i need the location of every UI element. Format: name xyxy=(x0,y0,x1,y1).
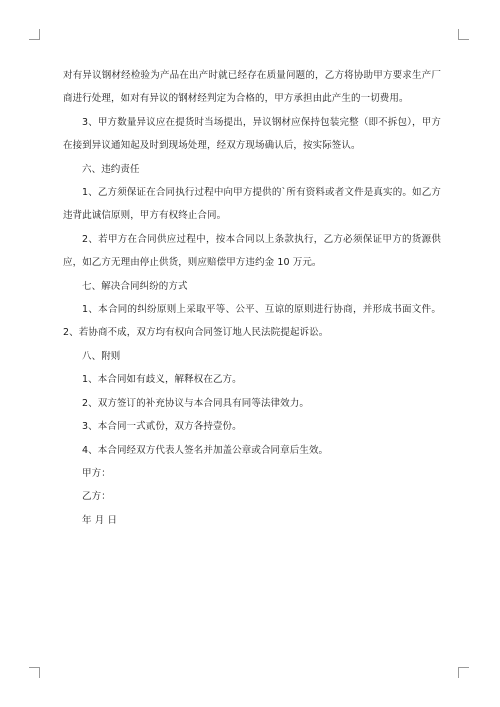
paragraph-quantity-dispute: 3、甲方数量异议应在提货时当场提出，异议钢材应保持包装完整（即不拆包），甲方在接到异议通知起及时到现场处理，经双方现场确认后，按实际签认。 xyxy=(63,116,441,152)
section-heading-supplementary-provisions: 八、附则 xyxy=(82,350,121,362)
paragraph-breach-clause-2: 2、若甲方在合同供应过程中，按本合同以上条款执行，乙方必须保证甲方的货源供应，如乙方无理由停止供货，则应赔偿甲方违约金 10 万元。 xyxy=(63,233,441,269)
paragraph-dispute-clauses: 1、本合同的纠纷原则上采取平等、公平、互谅的原则进行协商，并形成书面文件。2、若协商不成，双方均有权向合同签订地人民法院提起诉讼。 xyxy=(63,304,441,339)
paragraph-supplementary-clause-1: 1、本合同如有歧义，解释权在乙方。 xyxy=(82,374,242,386)
page-corner-mark-bottom-right xyxy=(458,667,469,678)
section-heading-dispute-resolution: 七、解决合同纠纷的方式 xyxy=(82,280,188,292)
page-corner-mark-bottom-left xyxy=(29,667,40,678)
signature-date: 年 月 日 xyxy=(82,514,118,526)
page-corner-mark-top-right xyxy=(458,29,469,40)
document-body xyxy=(63,64,441,532)
page-corner-mark-top-left xyxy=(29,29,40,40)
section-heading-breach-liability: 六、违约责任 xyxy=(82,163,140,175)
paragraph-breach-clause-1: 1、乙方须保证在合同执行过程中向甲方提供的`所有资料或者文件是真实的。如乙方违背此诚信原则，甲方有权终止合同。 xyxy=(63,187,441,222)
signature-party-b: 乙方： xyxy=(82,491,111,503)
signature-party-a: 甲方： xyxy=(82,467,111,479)
paragraph-quality-dispute-continued: 对有异议钢材经检验为产品在出产时就已经存在质量问题的，乙方将协助甲方要求生产厂商进行处理，如对有异议的钢材经判定为合格的，甲方承担由此产生的一切费用。 xyxy=(63,70,441,105)
paragraph-supplementary-clause-4: 4、本合同经双方代表人签名并加盖公章或合同章后生效。 xyxy=(82,444,329,456)
paragraph-supplementary-clause-3: 3、本合同一式贰份，双方各持壹份。 xyxy=(82,421,242,433)
paragraph-supplementary-clause-2: 2、双方签订的补充协议与本合同具有同等法律效力。 xyxy=(82,397,309,409)
